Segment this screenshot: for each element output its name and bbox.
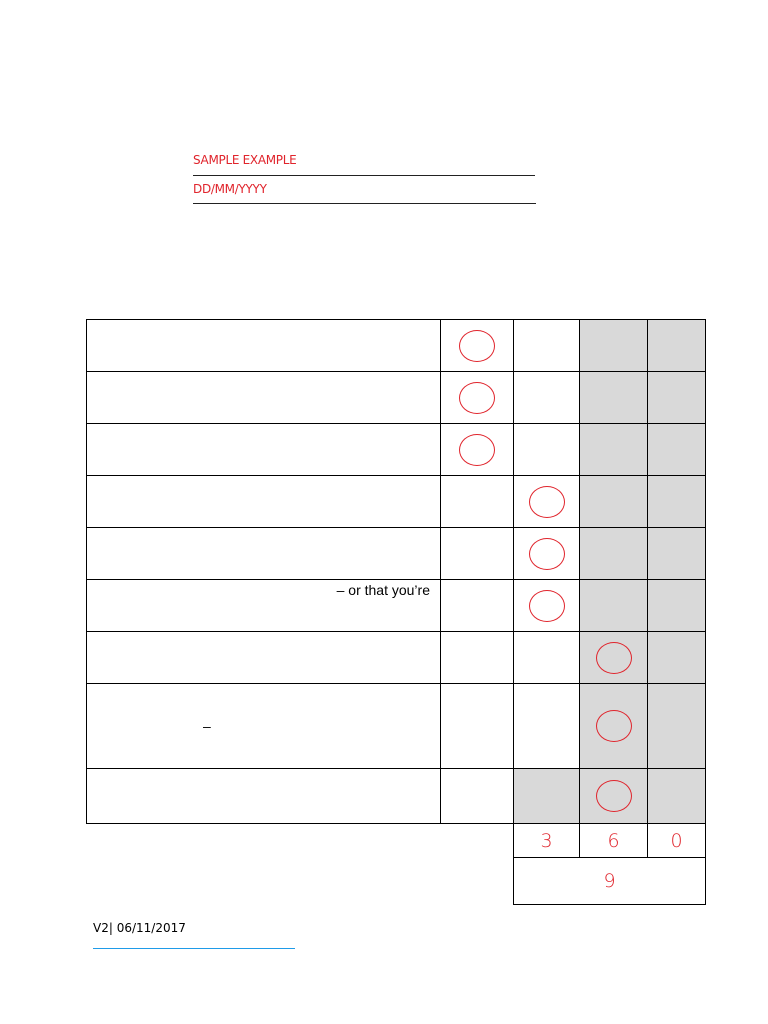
rating-cell [514, 580, 580, 632]
rating-cell [441, 684, 514, 769]
question-cell [87, 580, 441, 632]
name-field-line [193, 175, 535, 176]
question-cell [87, 320, 441, 372]
table-row [87, 320, 706, 372]
rating-cell [514, 372, 580, 424]
subtotal-score-3: 0 [648, 824, 706, 858]
total-row [87, 858, 706, 905]
rating-cell [441, 580, 514, 632]
rating-cell [441, 320, 514, 372]
selected-circle-mark [529, 486, 565, 518]
rating-cell [648, 372, 706, 424]
rating-cell [648, 580, 706, 632]
rating-cell [514, 528, 580, 580]
rating-cell [648, 769, 706, 824]
rating-cell [514, 632, 580, 684]
rating-cell [580, 769, 648, 824]
footer-rule [93, 948, 295, 949]
date-field-line [193, 203, 536, 204]
assessment-table [86, 319, 706, 905]
rating-cell [580, 424, 648, 476]
selected-circle-mark [596, 642, 632, 674]
table-row [87, 424, 706, 476]
subtotal-row [87, 824, 706, 858]
rating-cell [514, 684, 580, 769]
question-cell [87, 528, 441, 580]
rating-cell [648, 528, 706, 580]
rating-cell [580, 476, 648, 528]
rating-cell [580, 580, 648, 632]
question-text: – [203, 718, 211, 734]
total-score: 9 [514, 858, 706, 905]
selected-circle-mark [459, 382, 495, 414]
question-cell [87, 372, 441, 424]
table-row [87, 580, 706, 632]
rating-cell [580, 528, 648, 580]
rating-cell [441, 769, 514, 824]
rating-cell [648, 684, 706, 769]
selected-circle-mark [529, 590, 565, 622]
rating-cell [514, 769, 580, 824]
rating-cell [648, 320, 706, 372]
table-row [87, 372, 706, 424]
rating-cell [514, 424, 580, 476]
name-field-value: SAMPLE EXAMPLE [193, 153, 297, 167]
rating-cell [580, 372, 648, 424]
question-text: – or that you’re [336, 582, 430, 598]
rating-cell [648, 476, 706, 528]
date-field-value: DD/MM/YYYY [193, 182, 267, 196]
rating-cell [514, 320, 580, 372]
rating-cell [441, 424, 514, 476]
rating-cell [441, 476, 514, 528]
question-cell [87, 769, 441, 824]
table-row [87, 528, 706, 580]
rating-cell [514, 476, 580, 528]
question-cell [87, 632, 441, 684]
question-cell [87, 684, 441, 769]
subtotal-score-1: 3 [514, 824, 580, 858]
rating-cell [580, 320, 648, 372]
table-row [87, 632, 706, 684]
rating-cell [580, 684, 648, 769]
selected-circle-mark [596, 780, 632, 812]
table-row [87, 684, 706, 769]
selected-circle-mark [529, 538, 565, 570]
question-cell [87, 476, 441, 528]
rating-cell [648, 424, 706, 476]
selected-circle-mark [596, 710, 632, 742]
rating-cell [441, 372, 514, 424]
rating-cell [441, 632, 514, 684]
subtotal-score-2: 6 [580, 824, 648, 858]
rating-cell [441, 528, 514, 580]
table-row [87, 476, 706, 528]
rating-cell [580, 632, 648, 684]
selected-circle-mark [459, 330, 495, 362]
selected-circle-mark [459, 434, 495, 466]
question-cell [87, 424, 441, 476]
table-row [87, 769, 706, 824]
rating-cell [648, 632, 706, 684]
version-label: V2| 06/11/2017 [93, 921, 186, 935]
